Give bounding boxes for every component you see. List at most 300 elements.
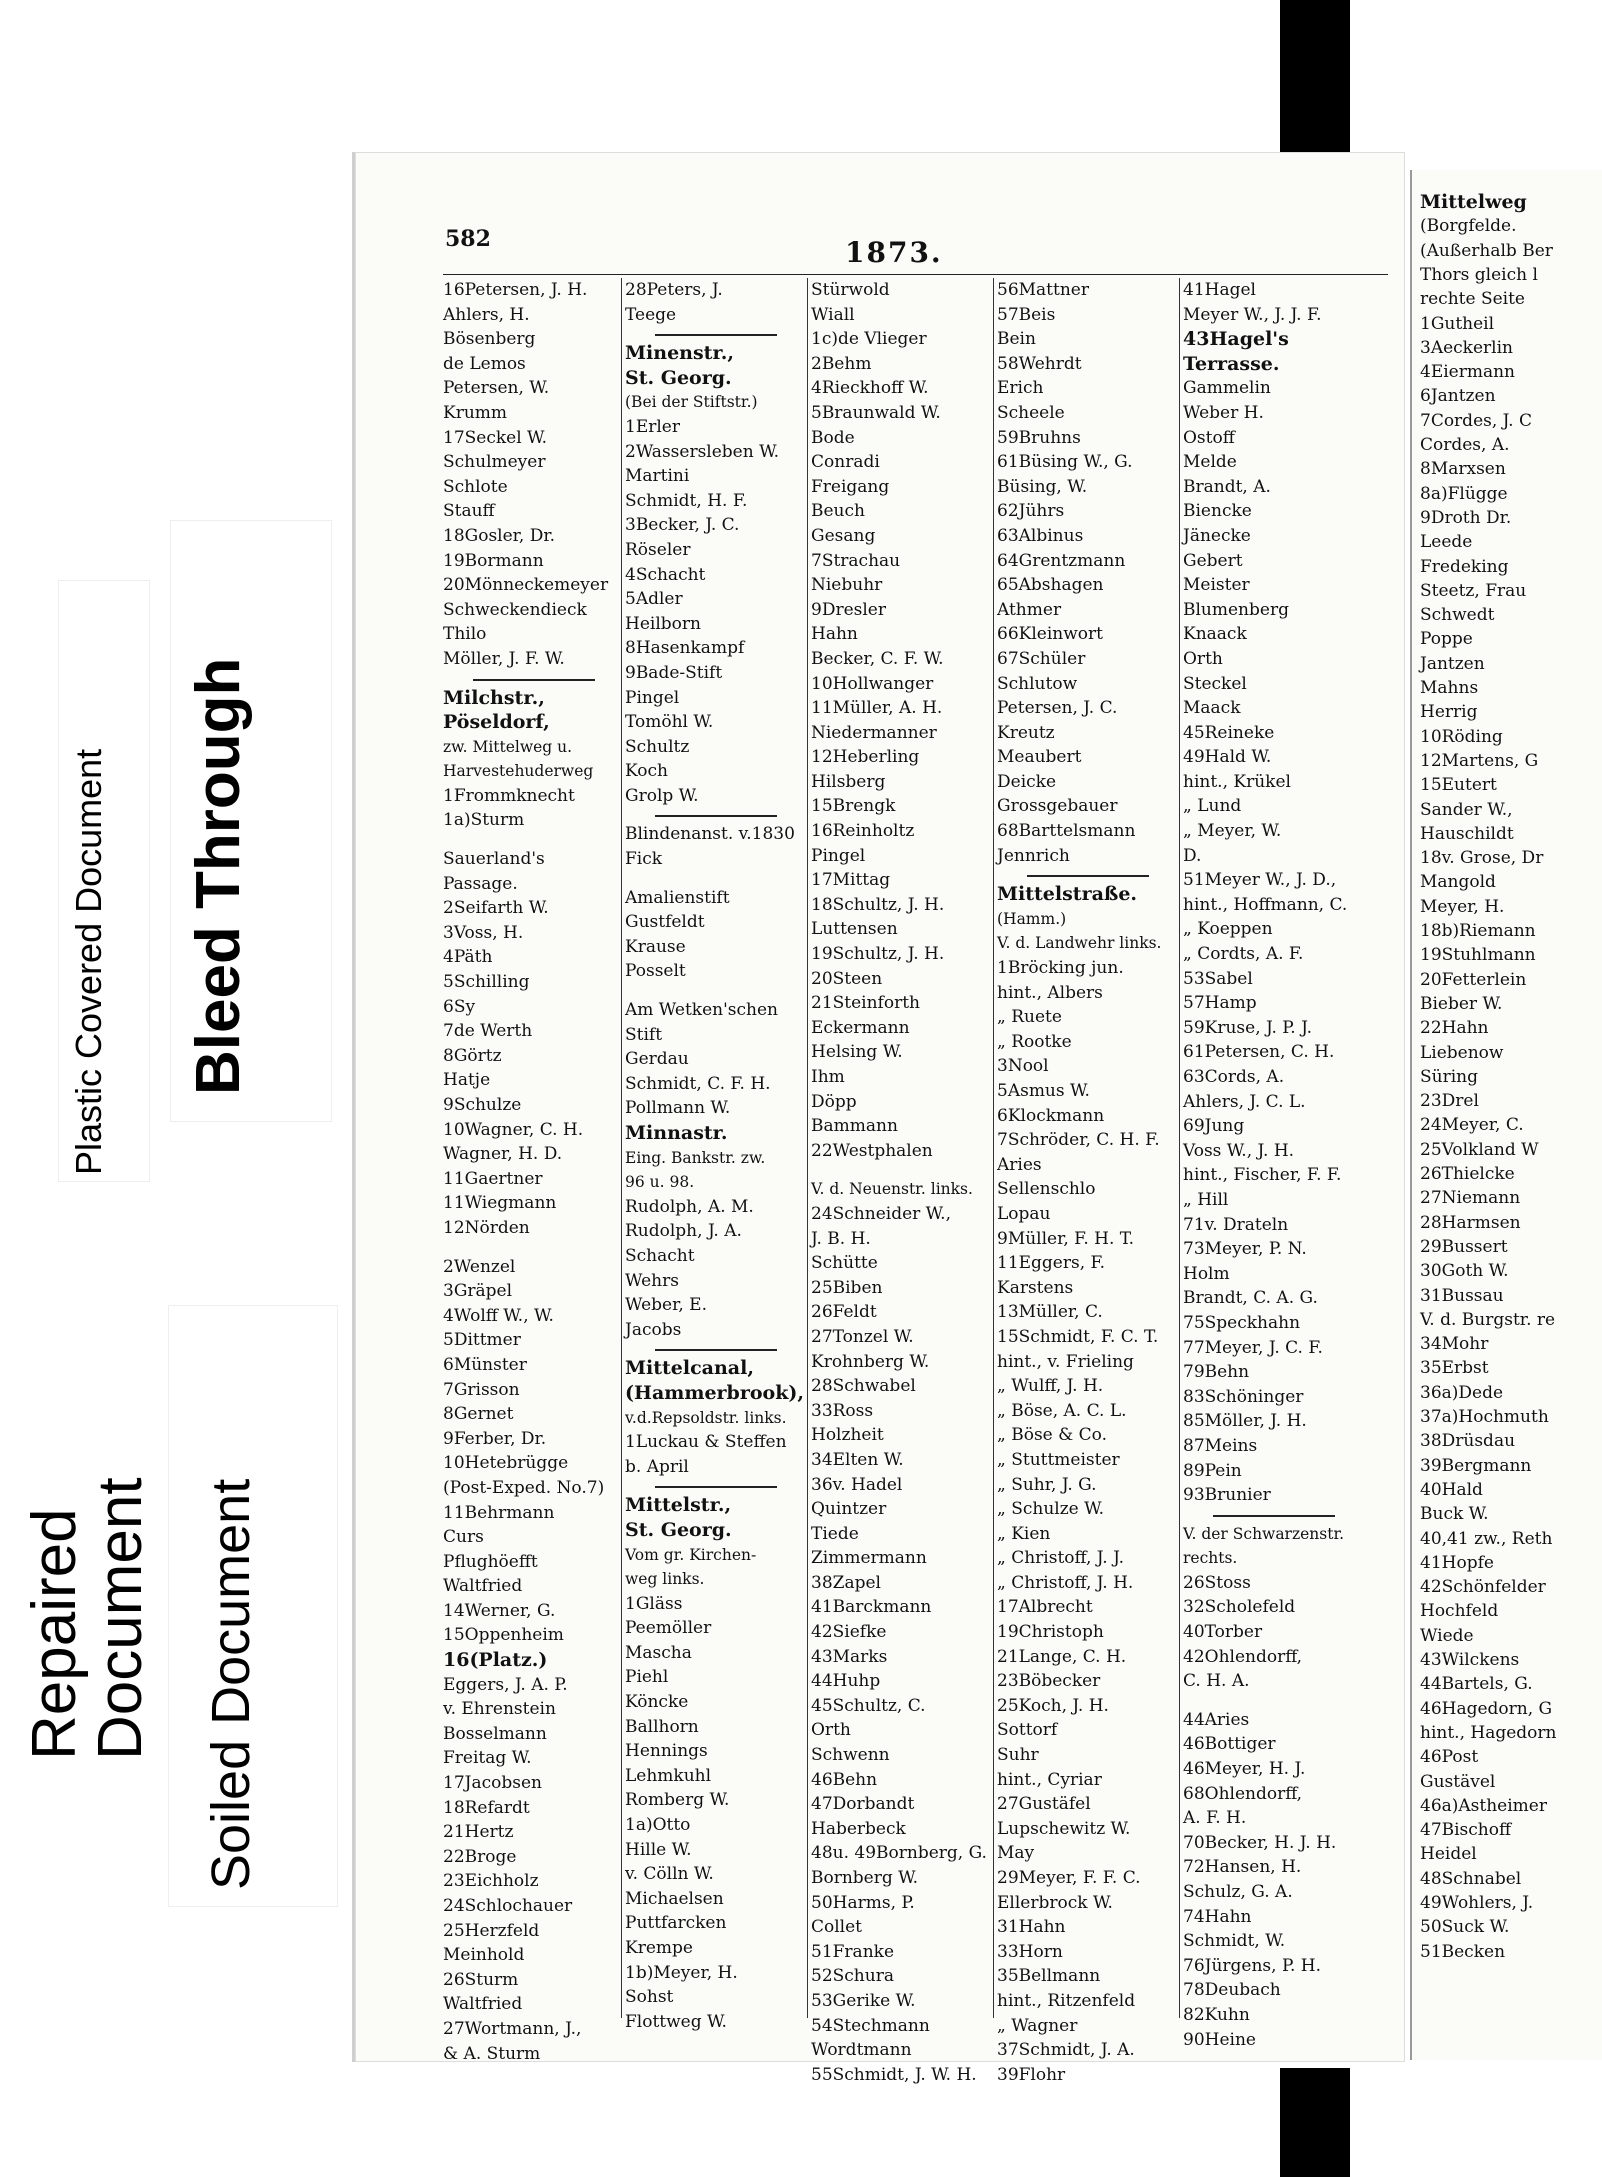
directory-entry: 67Schüler	[997, 648, 1086, 669]
directory-entry: Teege	[625, 304, 677, 325]
directory-entry: 34Elten W.	[811, 1449, 904, 1470]
directory-entry: 1a)Otto	[625, 1815, 691, 1836]
directory-entry: 23Böbecker	[997, 1671, 1101, 1692]
directory-entry: Krempe	[625, 1938, 693, 1958]
directory-entry: 23Drel	[1420, 1091, 1479, 1112]
directory-entry: 34Mohr	[1420, 1334, 1489, 1355]
directory-entry: (Außerhalb Ber	[1420, 240, 1553, 261]
directory-entry: 48Schnabel	[1420, 1868, 1522, 1889]
directory-entry: Bieber W.	[1420, 993, 1503, 1014]
directory-entry: Luttensen	[811, 919, 898, 940]
directory-entry: 57Beis	[997, 304, 1056, 325]
directory-entry: 46Meyer, H. J.	[1183, 1759, 1306, 1780]
directory-entry: „ Böse, A. C. L.	[997, 1400, 1127, 1421]
page-year: 1873.	[845, 236, 943, 269]
directory-entry: 69Jung	[1183, 1116, 1245, 1137]
directory-entry: Ballhorn	[625, 1716, 699, 1737]
directory-entry: Brandt, C. A. G.	[1183, 1288, 1318, 1309]
directory-entry: Schmidt, W.	[1183, 1931, 1286, 1952]
label-repaired-text: Repaired Document	[20, 1477, 155, 1760]
directory-entry: 8Hasenkampf	[625, 638, 745, 659]
directory-entry: 9Dresler	[811, 599, 886, 620]
directory-entry: Melde	[1183, 452, 1237, 473]
directory-entry: Blumenberg	[1183, 599, 1289, 620]
directory-entry: Thilo	[443, 624, 487, 645]
column-5	[1183, 278, 1365, 2050]
directory-entry: 10Röding	[1420, 726, 1503, 747]
black-bar-bottom-right	[1280, 2068, 1350, 2177]
directory-entry: V. d. Burgstr. re	[1420, 1309, 1556, 1330]
directory-entry: 46Bottiger	[1183, 1734, 1276, 1755]
directory-entry: V. d. Neuenstr. links.	[811, 1180, 973, 1199]
directory-entry: 70Becker, H. J. H.	[1183, 1832, 1337, 1853]
directory-entry: 73Meyer, P. N.	[1183, 1239, 1307, 1260]
directory-entry: Sauerland's	[443, 849, 545, 870]
directory-entry: Sottorf	[997, 1720, 1058, 1741]
directory-entry: Sohst	[625, 1987, 674, 2008]
directory-entry: Vom gr. Kirchen-	[625, 1545, 757, 1564]
directory-entry: Harvestehuderweg	[443, 762, 594, 781]
directory-entry: Stürwold	[811, 280, 890, 300]
directory-entry: „ Wagner	[997, 2015, 1078, 2036]
directory-entry: 27Niemann	[1420, 1188, 1521, 1209]
directory-entry: Krumm	[443, 402, 508, 423]
street-heading: St. Georg.	[625, 366, 732, 389]
directory-entry: 11Gaertner	[443, 1168, 543, 1189]
directory-entry: 21Steinforth	[811, 993, 920, 1014]
directory-entry: V. der Schwarzenstr.	[1183, 1524, 1345, 1543]
directory-entry: 62Jührs	[997, 501, 1065, 522]
directory-entry: Hahn	[811, 624, 858, 645]
directory-entry: 7Grisson	[443, 1379, 520, 1400]
directory-entry: 27Tonzel W.	[811, 1326, 914, 1347]
directory-entry: rechts.	[1183, 1549, 1238, 1568]
directory-entry: Schütte	[811, 1253, 878, 1274]
directory-entry: hint., Fischer, F. F.	[1183, 1165, 1342, 1186]
directory-entry: 12Martens, G	[1420, 750, 1539, 771]
directory-entry: 45Schultz, C.	[811, 1695, 926, 1716]
directory-entry: Hennings	[625, 1741, 708, 1762]
directory-entry: Meyer W., J. J. F.	[1183, 304, 1322, 325]
street-heading: Mittelweg	[1420, 191, 1527, 213]
directory-entry: Pflughöefft	[443, 1551, 538, 1572]
directory-entry: 22Westphalen	[811, 1140, 933, 1161]
directory-entry: Niebuhr	[811, 575, 883, 596]
directory-entry: 40,41 zw., Reth	[1420, 1528, 1553, 1549]
directory-entry: 79Behn	[1183, 1362, 1250, 1383]
directory-entry: 38Zapel	[811, 1572, 881, 1593]
directory-entry: 41Hagel	[1183, 280, 1256, 300]
directory-entry: Buck W.	[1420, 1504, 1489, 1525]
directory-entry: 46Hagedorn, G	[1420, 1698, 1553, 1719]
directory-entry: 3Becker, J. C.	[625, 515, 740, 536]
directory-entry: Freigang	[811, 476, 890, 497]
directory-entry: Biencke	[1183, 501, 1252, 522]
directory-entry: 1c)de Vlieger	[811, 329, 927, 350]
directory-entry: 52Schura	[811, 1966, 894, 1987]
spacer	[1183, 1694, 1365, 1708]
directory-entry: 77Meyer, J. C. F.	[1183, 1337, 1323, 1358]
document-page	[352, 152, 1405, 2085]
directory-entry: 11Müller, A. H.	[811, 698, 943, 719]
directory-entry: 66Kleinwort	[997, 624, 1103, 645]
directory-entry: 3Voss, H.	[443, 922, 524, 943]
directory-entry: 27Wortmann, J.,	[443, 2018, 582, 2039]
street-heading: Minenstr.,	[625, 342, 734, 365]
directory-entry: Meister	[1183, 575, 1250, 596]
section-separator	[625, 327, 807, 341]
directory-entry: 9Droth Dr.	[1420, 507, 1512, 528]
directory-entry: Ostoff	[1183, 427, 1235, 448]
directory-entry: Gammelin	[1183, 378, 1271, 399]
directory-entry: b. April	[625, 1456, 689, 1477]
directory-entry: Büsing, W.	[997, 476, 1088, 497]
street-heading: (Hammerbrook),	[625, 1381, 804, 1404]
directory-entry: 68Barttelsmann	[997, 821, 1136, 842]
directory-entry: May	[997, 1843, 1035, 1864]
directory-entry: Waltfried	[443, 1994, 523, 2015]
directory-entry: hint., Ritzenfeld	[997, 1990, 1136, 2011]
directory-entry: 32Scholefeld	[1183, 1597, 1296, 1618]
directory-entry: 48u. 49Bornberg, G.	[811, 1843, 987, 1864]
directory-entry: Bammann	[811, 1116, 898, 1137]
directory-entry: „ Wulff, J. H.	[997, 1376, 1104, 1397]
directory-entry: Eckermann	[811, 1017, 910, 1038]
directory-entry: Heidel	[1420, 1844, 1477, 1865]
directory-entry: Kreutz	[997, 722, 1055, 743]
directory-entry: Jantzen	[1420, 653, 1485, 674]
directory-entry: 59Bruhns	[997, 427, 1081, 448]
directory-entry: 1a)Sturm	[443, 810, 525, 831]
directory-entry: Stauff	[443, 501, 495, 522]
street-heading: St. Georg.	[625, 1518, 732, 1541]
directory-entry: 17Albrecht	[997, 1597, 1093, 1618]
directory-entry: Niedermanner	[811, 722, 937, 743]
directory-entry: 12Heberling	[811, 747, 920, 768]
directory-entry: 24Schlochauer	[443, 1896, 573, 1916]
directory-entry: Voss W., J. H.	[1183, 1140, 1295, 1161]
directory-entry: 35Bellmann	[997, 1966, 1101, 1987]
directory-entry: Schacht	[625, 1245, 695, 1266]
directory-entry: 6Jantzen	[1420, 386, 1496, 407]
directory-entry: 8a)Flügge	[1420, 483, 1508, 504]
directory-entry: 1Gläss	[625, 1593, 683, 1614]
directory-entry: 90Heine	[1183, 2029, 1256, 2050]
directory-entry: 45Reineke	[1183, 722, 1275, 743]
directory-entry: weg links.	[625, 1570, 705, 1589]
facing-page	[1410, 170, 1602, 2060]
directory-entry: 78Deubach	[1183, 1980, 1281, 2001]
section-separator	[1183, 1508, 1365, 1522]
directory-entry: v. Cölln W.	[625, 1864, 714, 1885]
directory-entry: 36v. Hadel	[811, 1474, 903, 1495]
directory-entry: Petersen, J. C.	[997, 698, 1118, 719]
directory-entry: Fick	[625, 849, 663, 870]
directory-entry: Orth	[811, 1720, 851, 1741]
directory-entry: 26Thielcke	[1420, 1164, 1515, 1184]
directory-entry: 29Bussert	[1420, 1236, 1508, 1257]
directory-entry: Wiall	[811, 304, 855, 325]
directory-entry: Zimmermann	[811, 1548, 927, 1569]
directory-entry: 20Steen	[811, 968, 883, 989]
directory-entry: Pingel	[811, 845, 866, 866]
directory-entry: Jänecke	[1183, 525, 1251, 546]
directory-entry: (Post-Exped. No.7)	[443, 1477, 605, 1498]
directory-entry: 2Wassersleben W.	[625, 441, 780, 462]
directory-entry: Deicke	[997, 771, 1057, 792]
directory-entry: 18b)Riemann	[1420, 921, 1536, 941]
directory-entry: (Hamm.)	[997, 909, 1067, 928]
directory-entry: 8Görtz	[443, 1045, 502, 1066]
directory-entry: 29Meyer, F. F. C.	[997, 1868, 1141, 1888]
directory-entry: Koch	[625, 761, 668, 782]
directory-entry: 26Stoss	[1183, 1572, 1251, 1593]
directory-entry: 28Harmsen	[1420, 1212, 1521, 1233]
directory-entry: Orth	[1183, 648, 1223, 669]
directory-entry: „ Schulze W.	[997, 1499, 1105, 1520]
directory-entry: Ahlers, J. C. L.	[1183, 1091, 1306, 1112]
directory-entry: Collet	[811, 1917, 863, 1938]
street-heading: Mittelcanal,	[625, 1357, 754, 1380]
label-bleed-through: Bleed Through	[184, 657, 253, 1095]
directory-entry: 44Bartels, G.	[1420, 1674, 1533, 1695]
directory-entry: 71v. Drateln	[1183, 1214, 1289, 1235]
directory-entry: v. Ehrenstein	[443, 1699, 556, 1720]
directory-entry: 5Dittmer	[443, 1330, 521, 1351]
directory-entry: 19Christoph	[997, 1622, 1104, 1643]
directory-entry: Piehl	[625, 1667, 669, 1688]
directory-entry: 15Schmidt, F. C. T.	[997, 1326, 1159, 1347]
directory-entry: 2Behm	[811, 353, 872, 374]
directory-entry: Schlote	[443, 476, 508, 497]
directory-entry: 27Gustäfel	[997, 1794, 1091, 1815]
directory-entry: Weber, E.	[625, 1295, 707, 1316]
directory-entry: Meinhold	[443, 1945, 525, 1966]
directory-entry: 17Jacobsen	[443, 1773, 542, 1794]
directory-entry: 9Ferber, Dr.	[443, 1428, 547, 1449]
directory-entry: Gustävel	[1420, 1771, 1496, 1792]
directory-entry: Schulmeyer	[443, 452, 546, 473]
directory-entry: 15Oppenheim	[443, 1625, 564, 1646]
directory-entry: Ellerbrock W.	[997, 1892, 1113, 1913]
label-plastic-covered: Plastic Covered Document	[68, 748, 109, 1175]
directory-entry: Michaelsen	[625, 1888, 724, 1909]
directory-entry: 7de Werth	[443, 1021, 533, 1042]
directory-entry: Mangold	[1420, 872, 1496, 893]
directory-entry: Curs	[443, 1527, 484, 1548]
directory-entry: zw. Mittelweg u.	[443, 737, 573, 756]
directory-entry: Süring	[1420, 1066, 1478, 1087]
directory-entry: 42Ohlendorff,	[1183, 1646, 1303, 1667]
directory-entry: Haberbeck	[811, 1818, 906, 1839]
directory-entry: Schwedt	[1420, 605, 1495, 626]
directory-entry: 46a)Astheimer	[1420, 1795, 1547, 1816]
directory-entry: 46Behn	[811, 1769, 878, 1790]
column-divider	[807, 278, 808, 2018]
column-2	[625, 278, 807, 2032]
directory-entry: „ Rootke	[997, 1031, 1072, 1052]
directory-entry: 24Schneider W.,	[811, 1203, 951, 1224]
directory-entry: Gebert	[1183, 550, 1243, 571]
directory-entry: 41Barckmann	[811, 1597, 932, 1618]
directory-entry: Quintzer	[811, 1499, 887, 1520]
directory-entry: Heilborn	[625, 613, 701, 634]
directory-entry: Fredeking	[1420, 556, 1509, 577]
directory-entry: 19Schultz, J. H.	[811, 944, 945, 965]
directory-entry: 43Wilckens	[1420, 1650, 1520, 1670]
directory-entry: 96 u. 98.	[625, 1173, 695, 1192]
directory-entry: Karstens	[997, 1277, 1074, 1298]
directory-entry: 10Hetebrügge	[443, 1453, 569, 1474]
directory-entry: Eggers, J. A. P.	[443, 1674, 568, 1695]
directory-entry: 38Drüsdau	[1420, 1431, 1516, 1452]
column-4	[997, 278, 1179, 2085]
directory-entry: Möller, J. F. W.	[443, 648, 565, 669]
directory-entry: Puttfarcken	[625, 1913, 727, 1934]
directory-entry: 4Schacht	[625, 564, 706, 585]
directory-entry: Peemöller	[625, 1618, 712, 1639]
directory-entry: „ Christoff, J. J.	[997, 1548, 1125, 1569]
directory-entry: 15Brengk	[811, 796, 896, 817]
directory-entry: 51Becken	[1420, 1941, 1506, 1962]
directory-entry: Eing. Bankstr. zw.	[625, 1148, 766, 1167]
directory-entry: Bein	[997, 329, 1036, 350]
street-heading: 43Hagel's	[1183, 328, 1289, 351]
directory-entry: Thors gleich l	[1420, 264, 1538, 285]
directory-entry: 50Suck W.	[1420, 1917, 1510, 1938]
directory-entry: 18Refardt	[443, 1797, 530, 1818]
directory-entry: 25Herzfeld	[443, 1920, 540, 1941]
directory-entry: „ Hill	[1183, 1189, 1229, 1210]
directory-entry: hint., Hoffmann, C.	[1183, 894, 1348, 915]
directory-entry: 18Gosler, Dr.	[443, 525, 556, 546]
directory-entry: Sellenschlo	[997, 1179, 1096, 1200]
header-rule	[443, 274, 1388, 275]
directory-entry: „ Stuttmeister	[997, 1449, 1120, 1470]
directory-entry: 11Wiegmann	[443, 1193, 557, 1214]
directory-entry: Bornberg W.	[811, 1868, 919, 1888]
directory-entry: „ Suhr, J. G.	[997, 1474, 1097, 1495]
directory-entry: „ Christoff, J. H.	[997, 1572, 1134, 1593]
directory-entry: 51Franke	[811, 1941, 894, 1962]
directory-entry: 87Meins	[1183, 1435, 1258, 1456]
directory-entry: 21Hertz	[443, 1822, 514, 1843]
directory-entry: 28Peters, J.	[625, 280, 723, 300]
directory-entry: 42Siefke	[811, 1622, 887, 1643]
directory-entry: Hochfeld	[1420, 1601, 1499, 1622]
directory-entry: 33Horn	[997, 1941, 1063, 1962]
directory-entry: 2Wenzel	[443, 1256, 516, 1277]
directory-entry: Wehrs	[625, 1270, 679, 1291]
directory-entry: 9Bade-Stift	[625, 662, 723, 683]
directory-entry: 11Eggers, F.	[997, 1253, 1106, 1274]
directory-entry: v.d.Repsoldstr. links.	[625, 1408, 787, 1427]
directory-entry: 16Petersen, J. H.	[443, 280, 588, 300]
directory-entry: Liebenow	[1420, 1042, 1504, 1063]
directory-entry: Amalienstift	[625, 887, 730, 908]
street-heading: 16(Platz.)	[443, 1649, 548, 1672]
directory-entry: 47Dorbandt	[811, 1794, 915, 1815]
directory-entry: Weber H.	[1183, 402, 1264, 423]
directory-entry: Knaack	[1183, 624, 1247, 645]
directory-entry: 53Sabel	[1183, 968, 1253, 989]
directory-entry: 37a)Hochmuth	[1420, 1407, 1549, 1427]
directory-entry: 82Kuhn	[1183, 2004, 1250, 2025]
directory-entry: 46Post	[1420, 1747, 1479, 1768]
directory-entry: 58Wehrdt	[997, 353, 1082, 374]
directory-entry: hint., v. Frieling	[997, 1351, 1134, 1372]
directory-entry: Rudolph, A. M.	[625, 1196, 754, 1217]
directory-entry: 25Biben	[811, 1277, 883, 1298]
column-1	[443, 278, 625, 2064]
directory-entry: Helsing W.	[811, 1042, 903, 1063]
directory-entry: 1Gutheil	[1420, 313, 1495, 334]
directory-entry: Freitag W.	[443, 1748, 532, 1769]
directory-entry: Pollmann W.	[625, 1098, 731, 1119]
directory-entry: Lehmkuhl	[625, 1765, 712, 1786]
directory-entry: 49Hald W.	[1183, 747, 1272, 768]
column-3	[811, 278, 993, 2085]
directory-entry: 14Werner, G.	[443, 1600, 556, 1621]
street-heading: Pöseldorf,	[443, 711, 550, 734]
directory-entry: 5Schilling	[443, 972, 530, 993]
directory-entry: 85Möller, J. H.	[1183, 1411, 1307, 1432]
section-separator	[625, 1479, 807, 1493]
directory-entry: 36a)Dede	[1420, 1382, 1504, 1403]
directory-entry: Ahlers, H.	[443, 304, 530, 325]
directory-entry: 30Goth W.	[1420, 1261, 1509, 1282]
directory-entry: Sander W.,	[1420, 799, 1513, 820]
directory-entry: 5Asmus W.	[997, 1081, 1090, 1101]
directory-entry: 22Broge	[443, 1846, 517, 1867]
directory-entry: 4Eiermann	[1420, 362, 1516, 383]
directory-entry: 41Hopfe	[1420, 1552, 1494, 1573]
directory-entry: Bösenberg	[443, 329, 536, 350]
directory-entry: Hauschildt	[1420, 823, 1514, 844]
directory-entry: Hilsberg	[811, 771, 886, 792]
directory-entry: 20Mönneckemeyer	[443, 575, 609, 596]
directory-entry: 18Schultz, J. H.	[811, 894, 945, 915]
directory-entry: Gesang	[811, 525, 876, 546]
directory-entry: 4Rieckhoff W.	[811, 378, 929, 399]
directory-entry: Schmidt, H. F.	[625, 490, 748, 511]
directory-entry: Wagner, H. D.	[443, 1144, 563, 1165]
directory-entry: 31Bussau	[1420, 1285, 1504, 1306]
section-separator	[625, 1342, 807, 1356]
directory-entry: 24Meyer, C.	[1420, 1115, 1524, 1136]
directory-entry: Romberg W.	[625, 1790, 730, 1811]
directory-entry: 4Päth	[443, 947, 493, 968]
directory-entry: Schulz, G. A.	[1183, 1882, 1293, 1902]
directory-entry: Krohnberg W.	[811, 1351, 930, 1372]
column-divider	[1179, 278, 1180, 2018]
directory-entry: 10Hollwanger	[811, 673, 934, 694]
directory-entry: 6Klockmann	[997, 1105, 1105, 1126]
directory-entry: 33Ross	[811, 1400, 874, 1421]
directory-entry: Cordes, A.	[1420, 435, 1510, 455]
directory-entry: Jennrich	[997, 845, 1070, 866]
directory-entry: Grolp W.	[625, 785, 699, 806]
directory-entry: Steetz, Frau	[1420, 580, 1527, 601]
directory-entry: 61Petersen, C. H.	[1183, 1042, 1335, 1063]
directory-entry: Gerdau	[625, 1049, 689, 1070]
directory-entry: Passage.	[443, 873, 518, 894]
directory-entry: C. H. A.	[1183, 1671, 1250, 1692]
directory-entry: (Bei der Stiftstr.)	[625, 393, 758, 412]
spacer	[443, 1241, 625, 1255]
directory-entry: 4Wolff W., W.	[443, 1305, 554, 1326]
street-heading: Mittelstr.,	[625, 1494, 732, 1517]
